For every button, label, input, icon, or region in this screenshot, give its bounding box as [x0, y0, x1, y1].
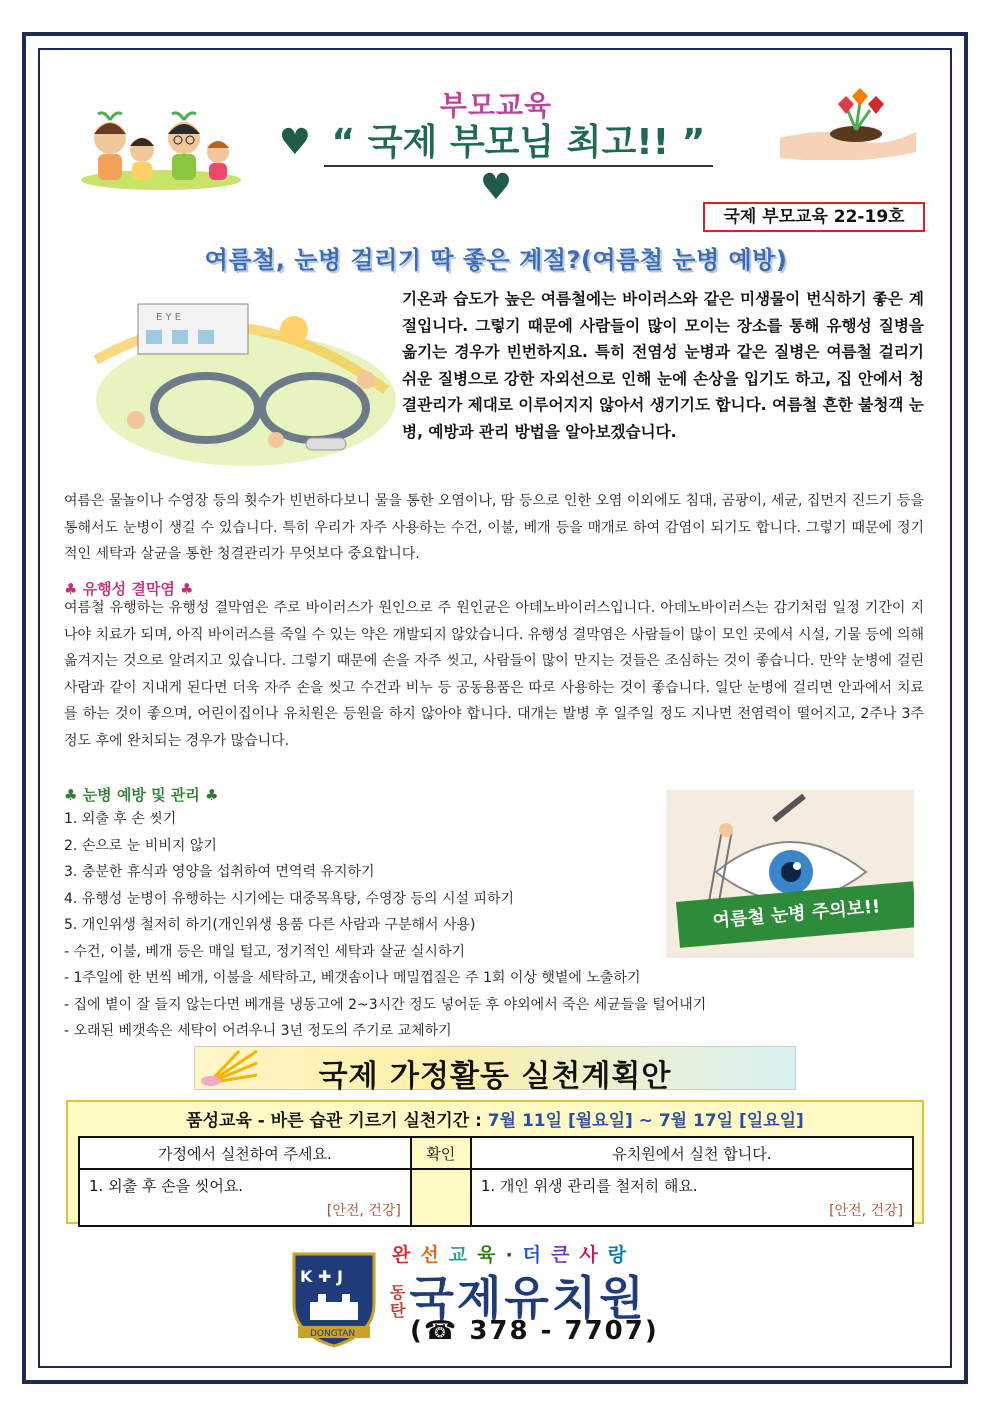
school-name-text: 국제유치원: [409, 1271, 647, 1325]
plan-school-tag: [안전, 건강]: [829, 1203, 903, 1219]
plan-home-cell: [79, 1169, 411, 1226]
school-phone: (☎ 378 - 7707): [410, 1316, 659, 1346]
section-body-conjunctivitis: 여름철 유행하는 유행성 결막염은 주로 바이러스가 원인으로 주 원인균은 아데노바이러스입니다. 아데노바이러스는 감기처럼 일정 기간이 지나야 치료가 되며, 아직 바이러스를 죽일 수 있는 약은 개발되지 않았습니다. 유행성 결막염은 사람들이 많이 모인 곳에서 시설, 기물 등에 의해 옮겨지는 것으로 알려지고 있습니다. 그렇기 때문에 손을 자주 씻고, 사람들이 많이 만지는 것들은 조심하는 것이 좋습니다. 만약 눈병에 걸린 사람과 같이 지내게 된다면 더욱 자주 손을 씻고 수건과 비누 등 공동용품은 따로 사용하는 것이 좋습니다. 일단 눈병에 걸리면 안과에서 치료를 하는 것이 좋으며, 어린이집이나 유치원은 등원을 하지 않아야 합니다. 대개는 발병 후 일주일 정도 지나면 전염력이 떨어지고, 2주나 3주 정도 후에 완치되는 경우가 많습니다.: [64, 600, 924, 749]
slogan-char: 육: [477, 1244, 506, 1266]
plan-home-tag: [안전, 건강]: [326, 1203, 401, 1219]
school-prefix: [390, 1284, 405, 1320]
prevention-list: [64, 806, 707, 1045]
plan-banner: [194, 1046, 796, 1094]
plan-col-home: 가정에서 실천하여 주세요.: [79, 1137, 411, 1169]
slogan-char: 사: [579, 1244, 608, 1266]
plan-col-check: 확인: [411, 1137, 471, 1169]
school-prefix-top: 동: [390, 1282, 406, 1302]
school-logo: [288, 1248, 380, 1348]
plan-table: [78, 1136, 914, 1227]
eye-warning-illustration: [666, 790, 914, 958]
list-item: 3. 충분한 휴식과 영양을 섭취하여 면역력 유지하기: [64, 864, 375, 880]
plan-banner-text: 국제 가정활동 실천계획안: [318, 1059, 672, 1094]
slogan-char: 완: [392, 1244, 421, 1266]
slogan-char: 랑: [607, 1244, 637, 1266]
slogan-char: 선: [420, 1244, 449, 1266]
logo-text: DONGTAN: [310, 1329, 356, 1339]
issue-number: 국제 부모교육 22-19호: [703, 202, 925, 232]
page-subtitle: 부모교육: [439, 89, 553, 122]
slogan-char: ·: [505, 1244, 523, 1266]
plan-dates: 7월 11일 [월요일] ~ 7월 17일 [일요일]: [487, 1111, 804, 1131]
list-item: - 오래된 베갯속은 세탁이 어려우니 3년 정도의 주기로 교체하기: [64, 1023, 452, 1039]
plan-box: [66, 1100, 924, 1224]
list-item: - 1주일에 한 번씩 베개, 이불을 세탁하고, 베갯솜이나 메밀껍질은 주 1회 이상 햇볕에 노출하기: [64, 970, 641, 986]
list-item: 2. 손으로 눈 비비지 않기: [64, 837, 217, 854]
plan-title: [68, 1106, 922, 1131]
eye-warning-banner: 여름철 눈병 주의보!!: [676, 881, 914, 948]
plan-school-cell: [471, 1169, 913, 1226]
plan-school-item: 1. 개인 위생 관리를 철저히 해요.: [480, 1177, 698, 1195]
logo-letters: K ✚ J: [300, 1267, 343, 1286]
article-intro: 기온과 습도가 높은 여름철에는 바이러스와 같은 미생물이 번식하기 좋은 계절입니다. 그렇기 때문에 사람들이 많이 모이는 장소를 통해 유행성 질병을 옮기는 경우가 빈번하지요. 특히 전염성 눈병과 같은 질병은 여름철 걸리기 쉬운 질병으로 강한 자외선으로 인해 눈에 손상을 입기도 하고, 집 안에서 청결관리가 제대로 이루어지지 않아서 생기기도 합니다. 여름철 흔한 불청객 눈병, 예방과 관리 방법을 알아보겠습니다.: [402, 290, 924, 441]
plan-home-item: 1. 외출 후 손을 씻어요.: [89, 1177, 244, 1195]
plan-col-school: 유치원에서 실천 합니다.: [471, 1137, 913, 1169]
slogan-char: 더: [522, 1244, 552, 1266]
list-item: 1. 외출 후 손 씻기: [64, 811, 177, 827]
section-title-conjunctivitis: ♣ 유행성 결막염 ♣: [64, 580, 194, 598]
slogan-char: 큰: [551, 1244, 580, 1266]
page-title: [266, 114, 726, 208]
slogan-char: 교: [448, 1244, 478, 1266]
school-prefix-bottom: 탄: [390, 1300, 406, 1320]
svg-text:E Y E: E Y E: [156, 312, 182, 323]
list-item: 4. 유행성 눈병이 유행하는 시기에는 대중목욕탕, 수영장 등의 시설 피하기: [64, 890, 515, 907]
hand-plant-illustration: [776, 78, 918, 160]
section-title-prevention: ♣ 눈병 예방 및 관리 ♣: [64, 786, 219, 804]
page-title-text: “ 국제 부모님 최고!! ”: [324, 114, 714, 167]
article-paragraph: 여름은 물놀이나 수영장 등의 횟수가 빈번하다보니 물을 통한 오염이나, 땀 등으로 인한 오염 이외에도 침대, 곰팡이, 세균, 집먼지 진드기 등을 통해서도 눈병이 생길 수 있습니다. 특히 우리가 자주 사용하는 수건, 이불, 베개 등을 매개로 하여 감염이 되기도 합니다. 그렇기 때문에 정기적인 세탁과 살균을 통한 청결관리가 무엇보다 중요합니다.: [64, 493, 924, 562]
list-item: 5. 개인위생 철저히 하기(개인위생 용품 다른 사람과 구분해서 사용): [64, 917, 476, 933]
heart-icon: ♥: [278, 122, 311, 163]
heart-icon: ♥: [479, 167, 513, 208]
eye-clinic-illustration: [76, 290, 396, 470]
list-item: - 수건, 이불, 베개 등은 매일 털고, 정기적인 세탁과 살균 실시하기: [64, 943, 466, 960]
plan-title-prefix: 품성교육 - 바른 습관 기르기 실천기간 :: [186, 1111, 482, 1131]
article-headline: 여름철, 눈병 걸리기 딱 좋은 계절?(여름철 눈병 예방): [204, 246, 788, 274]
plan-check-cell[interactable]: [411, 1169, 471, 1226]
list-item: - 집에 볕이 잘 들지 않는다면 베개를 냉동고에 2~3시간 정도 넣어둔 후 야외에서 죽은 세균들을 털어내기: [64, 996, 707, 1013]
